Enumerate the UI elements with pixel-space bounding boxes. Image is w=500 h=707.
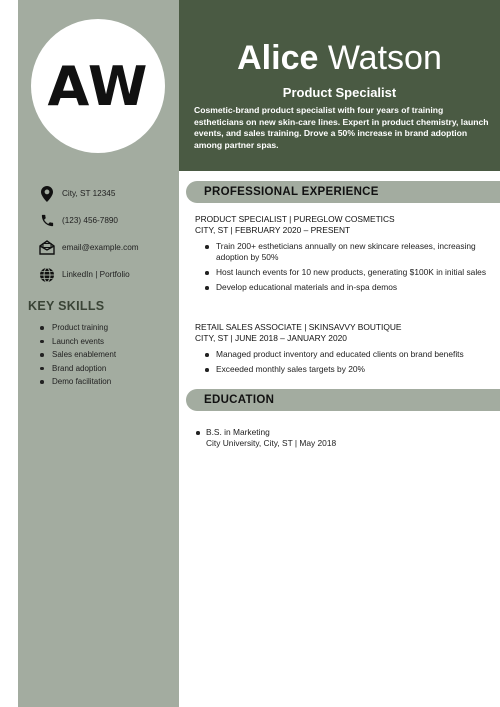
skills-heading: KEY SKILLS (28, 299, 105, 313)
monogram-text: AW (47, 54, 149, 118)
contact-phone (38, 207, 178, 234)
job-role: RETAIL SALES ASSOCIATE | SKINSAVVY BOUTIQUE (195, 322, 402, 332)
degree: B.S. in Marketing (206, 427, 270, 437)
education-section-bar (186, 389, 500, 411)
skill-item: Launch events (38, 335, 116, 349)
first-name: Alice (237, 39, 319, 77)
experience-section-bar (186, 181, 500, 203)
contact-email (38, 234, 178, 261)
location-pin-icon (38, 185, 56, 203)
education-entry (195, 422, 490, 449)
skill-item: Brand adoption (38, 362, 116, 376)
summary: Cosmetic-brand product specialist with four years of training estheticians on new skin-care lines. Expert in product chemistry, launch events, and sales training. Drove a 50% increase in brand adoption among partner spas. (194, 105, 489, 150)
job-bullet: Develop educational materials and in-spa demos (195, 282, 490, 293)
job-meta: CITY, ST | JUNE 2018 – JANUARY 2020 (195, 333, 347, 343)
phone-text: (123) 456-7890 (62, 216, 118, 225)
last-name: Watson (327, 39, 442, 77)
contact-list (38, 180, 178, 288)
job-entry (195, 322, 490, 379)
monogram-avatar (31, 19, 165, 153)
job-bullets (195, 241, 490, 293)
skill-item: Sales enablement (38, 348, 116, 362)
job-bullet: Exceeded monthly sales targets by 20% (195, 364, 490, 375)
job-bullets (195, 349, 490, 375)
contact-links (38, 261, 178, 288)
skills-list (38, 321, 116, 389)
job-bullet: Managed product inventory and educated clients on brand benefits (195, 349, 490, 360)
job-bullet: Train 200+ estheticians annually on new skincare releases, increasing adoption by 50% (195, 241, 490, 263)
education-item (195, 427, 490, 449)
phone-icon (38, 212, 56, 230)
links-text[interactable]: LinkedIn | Portfolio (62, 270, 130, 279)
envelope-icon (38, 239, 56, 257)
skill-item: Product training (38, 321, 116, 335)
skill-item: Demo facilitation (38, 375, 116, 389)
candidate-name (179, 38, 500, 78)
job-role: PRODUCT SPECIALIST | PUREGLOW COSMETICS (195, 214, 395, 224)
job-meta: CITY, ST | FEBRUARY 2020 – PRESENT (195, 225, 351, 235)
experience-heading: PROFESSIONAL EXPERIENCE (204, 186, 379, 198)
globe-icon (38, 266, 56, 284)
education-bullets (195, 427, 490, 449)
job-bullet: Host launch events for 10 new products, generating $100K in initial sales (195, 267, 490, 278)
education-heading: EDUCATION (204, 394, 275, 406)
job-title: Product Specialist (282, 85, 397, 100)
contact-location (38, 180, 178, 207)
job-entry (195, 214, 490, 297)
location-text: City, ST 12345 (62, 189, 116, 198)
email-text: email@example.com (62, 243, 139, 252)
school: City University, City, ST | May 2018 (206, 438, 337, 448)
